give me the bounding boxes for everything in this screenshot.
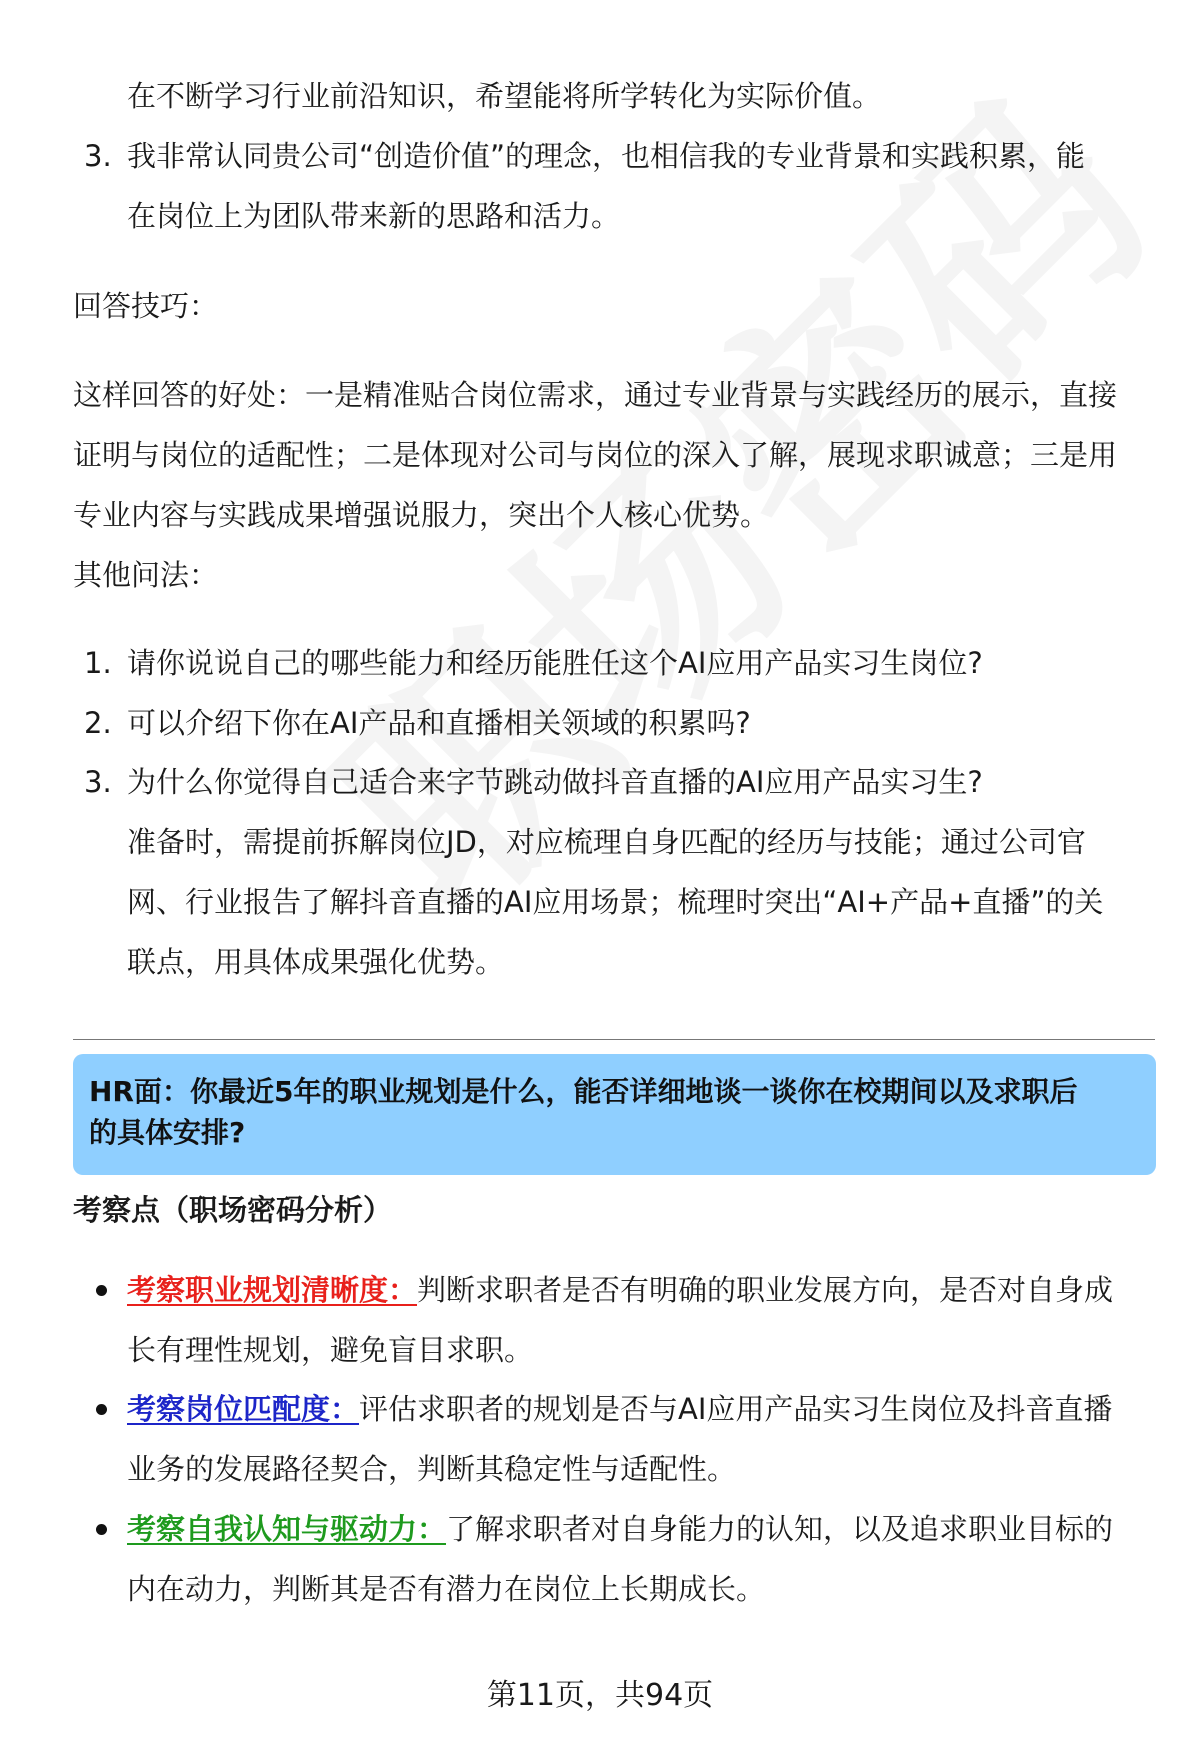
examine-bullet-line2: 内在动力，判断其是否有潜力在岗位上长期成长。: [127, 1572, 766, 1606]
examine-bullet-line2: 长有理性规划，避免盲目求职。: [127, 1333, 534, 1367]
other-heading: 其他问法：: [73, 558, 219, 592]
examine-lead-match: 考察岗位匹配度：: [127, 1392, 360, 1426]
hr-question-line1: HR面：你最近5年的职业规划是什么，能否详细地谈一谈你在校期间以及求职后: [89, 1075, 1078, 1108]
tips-paragraph-line: 这样回答的好处：一是精准贴合岗位需求，通过专业背景与实践经历的展示，直接: [73, 378, 1118, 412]
intro-item3-line2: 在岗位上为团队带来新的思路和活力。: [127, 199, 621, 233]
list-item-number: 2.: [84, 706, 112, 740]
tips-paragraph-line: 证明与岗位的适配性；二是体现对公司与岗位的深入了解，展现求职诚意；三是用: [73, 438, 1118, 472]
examine-bullet-line1: [127, 1509, 1113, 1549]
section-divider: [73, 1039, 1155, 1040]
examine-text: 了解求职者对自身能力的认知，以及追求职业目标的: [446, 1512, 1114, 1546]
intro-item3-line1: 我非常认同贵公司“创造价值”的理念，也相信我的专业背景和实践积累，能: [127, 139, 1086, 173]
bullet-icon: [96, 1285, 107, 1296]
hr-question-line2: 的具体安排?: [89, 1116, 246, 1149]
bullet-icon: [96, 1404, 107, 1415]
hr-question-box: [73, 1054, 1156, 1175]
page-number: 第11页，共94页: [486, 1678, 714, 1713]
list-item-number: 3.: [84, 139, 112, 173]
prep-line: 网、行业报告了解抖音直播的AI应用场景；梳理时突出“AI+产品+直播”的关: [127, 885, 1104, 919]
list-item: 请你说说自己的哪些能力和经历能胜任这个AI应用产品实习生岗位?: [127, 646, 983, 680]
examine-lead-career: 考察职业规划清晰度：: [127, 1273, 418, 1307]
list-item: 可以介绍下你在AI产品和直播相关领域的积累吗?: [127, 706, 751, 740]
bullet-icon: [96, 1524, 107, 1535]
list-item-number: 3.: [84, 765, 112, 799]
examine-lead-drive: 考察自我认知与驱动力：: [127, 1512, 447, 1546]
examine-text: 判断求职者是否有明确的职业发展方向，是否对自身成: [417, 1273, 1114, 1307]
tips-heading: 回答技巧：: [73, 289, 219, 323]
examine-bullet-line2: 业务的发展路径契合，判断其稳定性与适配性。: [127, 1452, 737, 1486]
examine-heading: 考察点（职场密码分析）: [73, 1193, 393, 1227]
list-item-number: 1.: [84, 646, 112, 680]
examine-text: 评估求职者的规划是否与AI应用产品实习生岗位及抖音直播: [359, 1392, 1113, 1426]
list-item: 为什么你觉得自己适合来字节跳动做抖音直播的AI应用产品实习生?: [127, 765, 983, 799]
examine-bullet-line1: [127, 1270, 1113, 1310]
tips-paragraph-line: 专业内容与实践成果增强说服力，突出个人核心优势。: [73, 498, 770, 532]
intro-continued-line: 在不断学习行业前沿知识，希望能将所学转化为实际价值。: [127, 79, 882, 113]
prep-line: 联点，用具体成果强化优势。: [127, 945, 505, 979]
prep-line: 准备时，需提前拆解岗位JD，对应梳理自身匹配的经历与技能；通过公司官: [127, 825, 1086, 859]
examine-bullet-line1: [127, 1389, 1112, 1429]
